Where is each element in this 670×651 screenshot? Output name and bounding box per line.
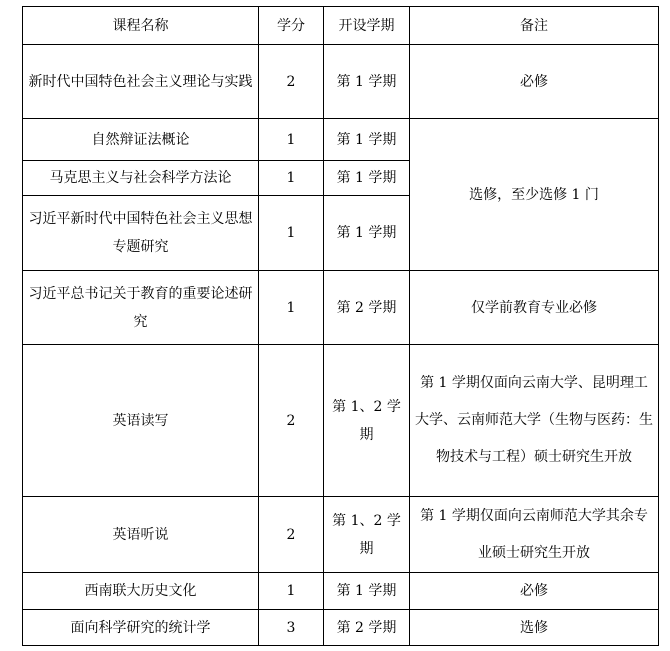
header-term: 开设学期 — [324, 7, 410, 45]
table-row — [23, 45, 659, 119]
note-cell-bold: 第 1 学期仅面向云南师范大学其余专业硕士研究生开放 — [410, 497, 659, 573]
table-row — [23, 573, 659, 610]
credit-cell: 1 — [259, 271, 324, 345]
term-cell: 第 1、2 学期 — [324, 345, 410, 497]
credit-cell: 1 — [259, 196, 324, 271]
term-cell: 第 1 学期 — [324, 119, 410, 161]
term-cell: 第 2 学期 — [324, 610, 410, 646]
course-name-cell: 习近平总书记关于教育的重要论述研究 — [23, 271, 259, 345]
credit-cell: 3 — [259, 610, 324, 646]
course-table — [22, 6, 659, 646]
note-cell: 必修 — [410, 573, 659, 610]
header-note: 备注 — [410, 7, 659, 45]
term-cell: 第 1 学期 — [324, 45, 410, 119]
note-cell: 必修 — [410, 45, 659, 119]
note-cell: 仅学前教育专业必修 — [410, 271, 659, 345]
credit-cell: 1 — [259, 119, 324, 161]
term-cell: 第 1 学期 — [324, 573, 410, 610]
table-row — [23, 610, 659, 646]
credit-cell: 2 — [259, 345, 324, 497]
table-row — [23, 119, 659, 161]
credit-cell: 2 — [259, 45, 324, 119]
course-name-cell: 英语读写 — [23, 345, 259, 497]
term-cell: 第 2 学期 — [324, 271, 410, 345]
credit-cell: 2 — [259, 497, 324, 573]
course-name-cell: 习近平新时代中国特色社会主义思想专题研究 — [23, 196, 259, 271]
course-name-cell: 自然辩证法概论 — [23, 119, 259, 161]
table-row — [23, 497, 659, 573]
course-name-cell: 马克思主义与社会科学方法论 — [23, 161, 259, 196]
note-cell-merged: 选修，至少选修 1 门 — [410, 119, 659, 271]
course-name-cell: 西南联大历史文化 — [23, 573, 259, 610]
credit-cell: 1 — [259, 573, 324, 610]
term-cell: 第 1 学期 — [324, 161, 410, 196]
note-cell: 选修 — [410, 610, 659, 646]
course-name-cell: 新时代中国特色社会主义理论与实践 — [23, 45, 259, 119]
table-header-row — [23, 7, 659, 45]
course-name-cell: 面向科学研究的统计学 — [23, 610, 259, 646]
header-course-name: 课程名称 — [23, 7, 259, 45]
table-row — [23, 345, 659, 497]
term-cell: 第 1 学期 — [324, 196, 410, 271]
term-cell: 第 1、2 学期 — [324, 497, 410, 573]
header-credit: 学分 — [259, 7, 324, 45]
table-row — [23, 271, 659, 345]
note-cell-bold: 第 1 学期仅面向云南大学、昆明理工大学、云南师范大学（生物与医药：生物技术与工程）硕士研究生开放 — [410, 345, 659, 497]
course-name-cell: 英语听说 — [23, 497, 259, 573]
credit-cell: 1 — [259, 161, 324, 196]
